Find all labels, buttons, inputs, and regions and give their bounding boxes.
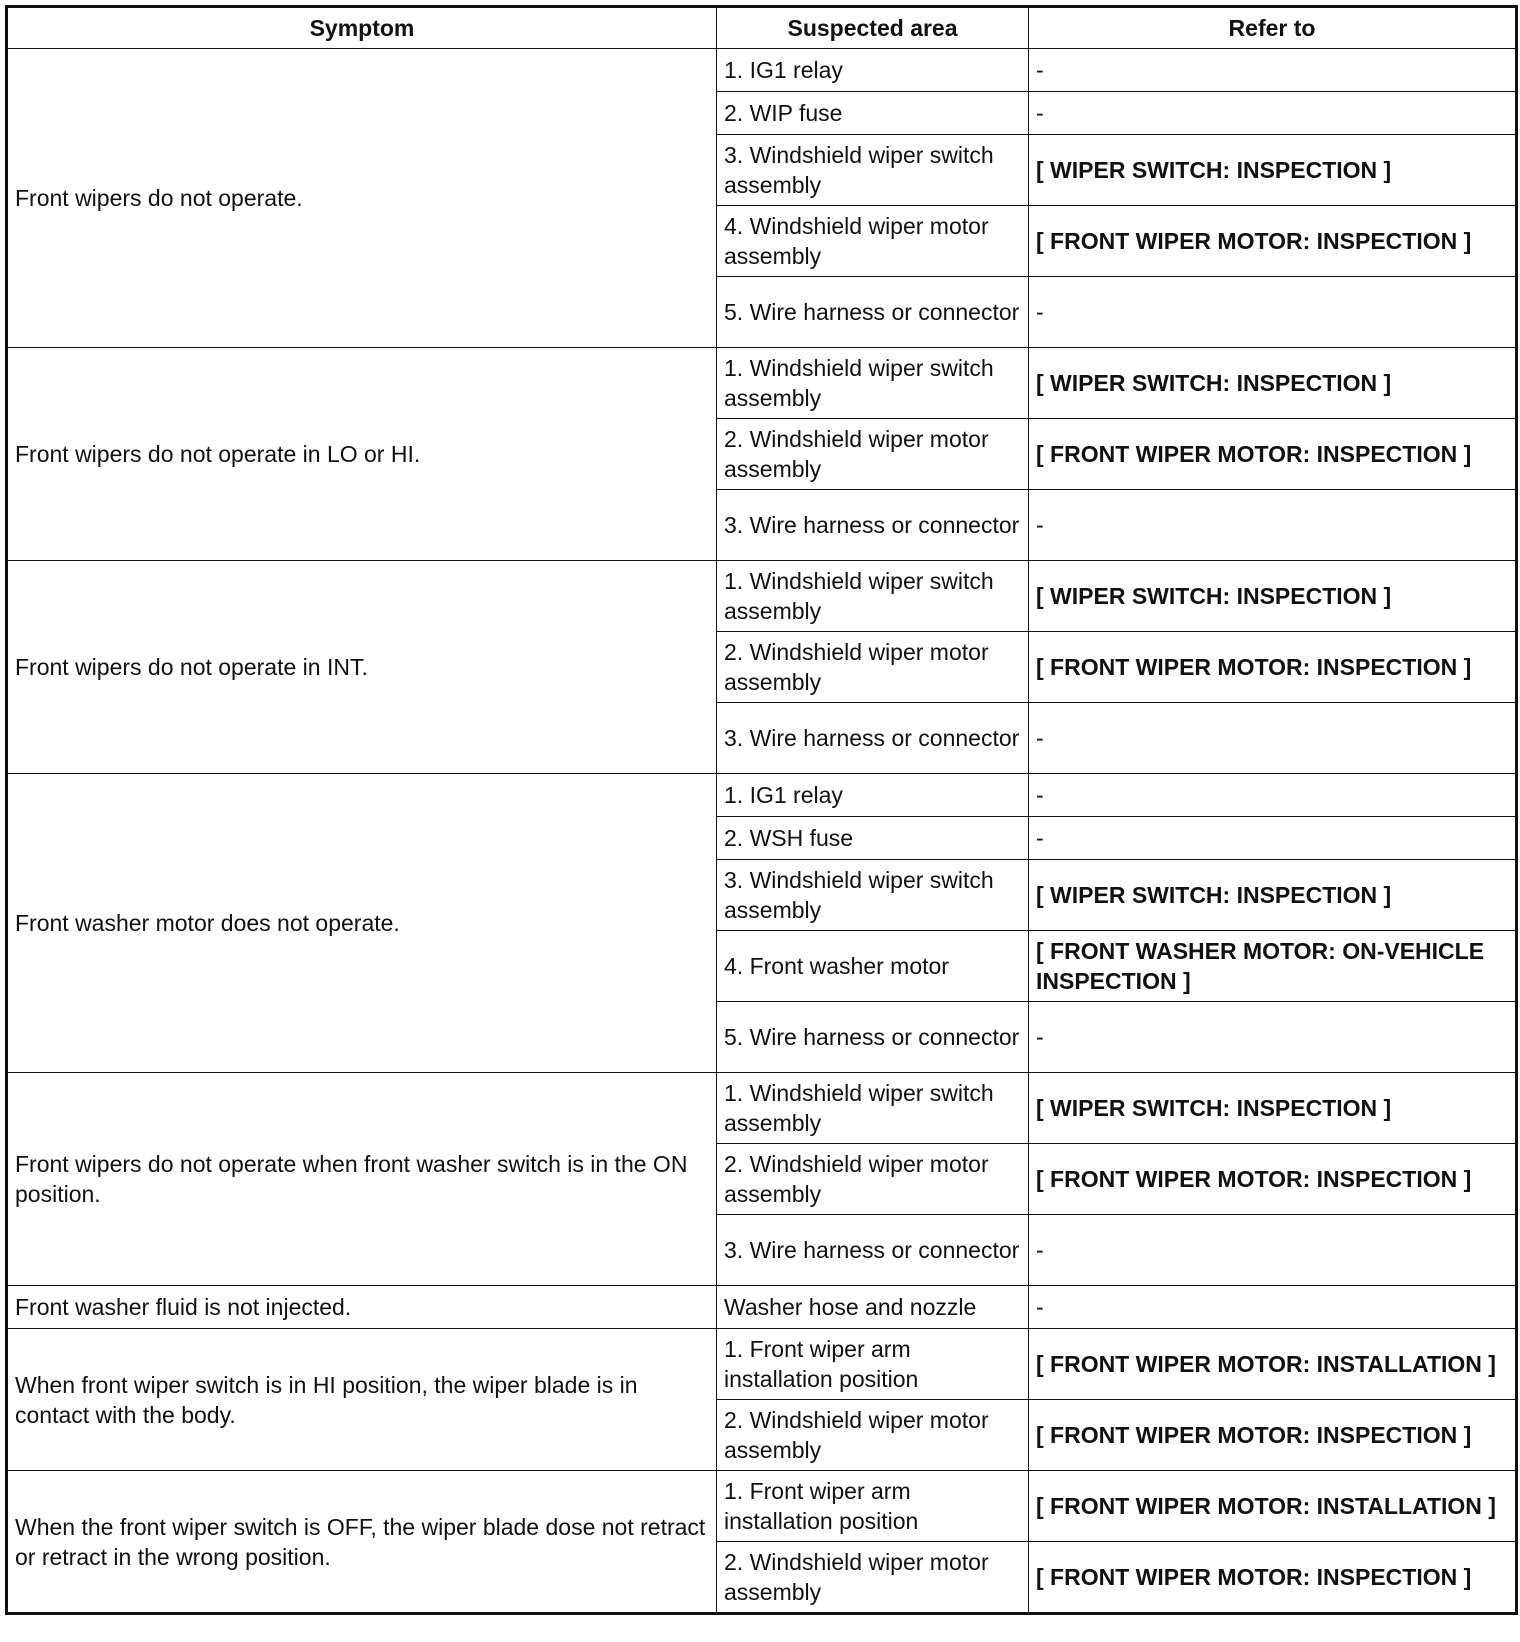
symptom-cell: Front washer fluid is not injected. (7, 1286, 717, 1329)
refer-to-link[interactable]: [ FRONT WIPER MOTOR: INSPECTION ] (1029, 1144, 1517, 1215)
symptom-cell: When the front wiper switch is OFF, the wiper blade dose not retract or retract in the wrong position. (7, 1471, 717, 1614)
troubleshooting-table-container (5, 5, 1518, 1615)
refer-to-cell: - (1029, 277, 1517, 348)
refer-to-cell: - (1029, 1286, 1517, 1329)
refer-to-link[interactable]: [ WIPER SWITCH: INSPECTION ] (1029, 348, 1517, 419)
suspected-area-cell: 1. Windshield wiper switch assembly (717, 348, 1029, 419)
refer-to-cell: - (1029, 1215, 1517, 1286)
symptom-cell: Front wipers do not operate in INT. (7, 561, 717, 774)
suspected-area-cell: 3. Windshield wiper switch assembly (717, 135, 1029, 206)
symptom-cell: Front wipers do not operate when front washer switch is in the ON position. (7, 1073, 717, 1286)
refer-to-link[interactable]: [ WIPER SWITCH: INSPECTION ] (1029, 860, 1517, 931)
suspected-area-cell: 1. IG1 relay (717, 49, 1029, 92)
table-row (7, 1073, 1517, 1144)
table-row (7, 561, 1517, 632)
suspected-area-cell: Washer hose and nozzle (717, 1286, 1029, 1329)
suspected-area-cell: 5. Wire harness or connector (717, 277, 1029, 348)
header-suspected-area: Suspected area (717, 7, 1029, 49)
suspected-area-cell: 2. Windshield wiper motor assembly (717, 632, 1029, 703)
table-row (7, 49, 1517, 92)
suspected-area-cell: 1. IG1 relay (717, 774, 1029, 817)
symptom-cell: Front washer motor does not operate. (7, 774, 717, 1073)
refer-to-link[interactable]: [ FRONT WIPER MOTOR: INSPECTION ] (1029, 419, 1517, 490)
refer-to-cell: - (1029, 703, 1517, 774)
refer-to-link[interactable]: [ WIPER SWITCH: INSPECTION ] (1029, 135, 1517, 206)
table-row (7, 774, 1517, 817)
table-row (7, 348, 1517, 419)
header-refer-to: Refer to (1029, 7, 1517, 49)
symptom-cell: Front wipers do not operate. (7, 49, 717, 348)
table-header-row (7, 7, 1517, 49)
table-row (7, 1471, 1517, 1542)
refer-to-link[interactable]: [ FRONT WIPER MOTOR: INSPECTION ] (1029, 1542, 1517, 1614)
refer-to-link[interactable]: [ FRONT WIPER MOTOR: INSTALLATION ] (1029, 1471, 1517, 1542)
refer-to-link[interactable]: [ FRONT WASHER MOTOR: ON-VEHICLE INSPECTION ] (1029, 931, 1517, 1002)
refer-to-cell: - (1029, 1002, 1517, 1073)
suspected-area-cell: 3. Wire harness or connector (717, 1215, 1029, 1286)
suspected-area-cell: 2. Windshield wiper motor assembly (717, 1144, 1029, 1215)
refer-to-link[interactable]: [ WIPER SWITCH: INSPECTION ] (1029, 1073, 1517, 1144)
refer-to-cell: - (1029, 92, 1517, 135)
suspected-area-cell: 4. Windshield wiper motor assembly (717, 206, 1029, 277)
symptom-cell: Front wipers do not operate in LO or HI. (7, 348, 717, 561)
suspected-area-cell: 1. Front wiper arm installation position (717, 1329, 1029, 1400)
troubleshooting-table (5, 5, 1518, 1615)
refer-to-cell: - (1029, 490, 1517, 561)
refer-to-cell: - (1029, 817, 1517, 860)
suspected-area-cell: 1. Windshield wiper switch assembly (717, 1073, 1029, 1144)
suspected-area-cell: 2. Windshield wiper motor assembly (717, 1400, 1029, 1471)
suspected-area-cell: 4. Front washer motor (717, 931, 1029, 1002)
table-row (7, 1329, 1517, 1400)
refer-to-link[interactable]: [ FRONT WIPER MOTOR: INSTALLATION ] (1029, 1329, 1517, 1400)
table-row (7, 1286, 1517, 1329)
suspected-area-cell: 3. Wire harness or connector (717, 703, 1029, 774)
suspected-area-cell: 1. Front wiper arm installation position (717, 1471, 1029, 1542)
suspected-area-cell: 1. Windshield wiper switch assembly (717, 561, 1029, 632)
symptom-cell: When front wiper switch is in HI position, the wiper blade is in contact with the body. (7, 1329, 717, 1471)
refer-to-cell: - (1029, 49, 1517, 92)
suspected-area-cell: 3. Windshield wiper switch assembly (717, 860, 1029, 931)
suspected-area-cell: 3. Wire harness or connector (717, 490, 1029, 561)
suspected-area-cell: 2. Windshield wiper motor assembly (717, 1542, 1029, 1614)
refer-to-link[interactable]: [ FRONT WIPER MOTOR: INSPECTION ] (1029, 1400, 1517, 1471)
suspected-area-cell: 5. Wire harness or connector (717, 1002, 1029, 1073)
refer-to-link[interactable]: [ FRONT WIPER MOTOR: INSPECTION ] (1029, 632, 1517, 703)
refer-to-link[interactable]: [ WIPER SWITCH: INSPECTION ] (1029, 561, 1517, 632)
suspected-area-cell: 2. WSH fuse (717, 817, 1029, 860)
header-symptom: Symptom (7, 7, 717, 49)
refer-to-link[interactable]: [ FRONT WIPER MOTOR: INSPECTION ] (1029, 206, 1517, 277)
table-body (7, 49, 1517, 1614)
suspected-area-cell: 2. Windshield wiper motor assembly (717, 419, 1029, 490)
suspected-area-cell: 2. WIP fuse (717, 92, 1029, 135)
refer-to-cell: - (1029, 774, 1517, 817)
